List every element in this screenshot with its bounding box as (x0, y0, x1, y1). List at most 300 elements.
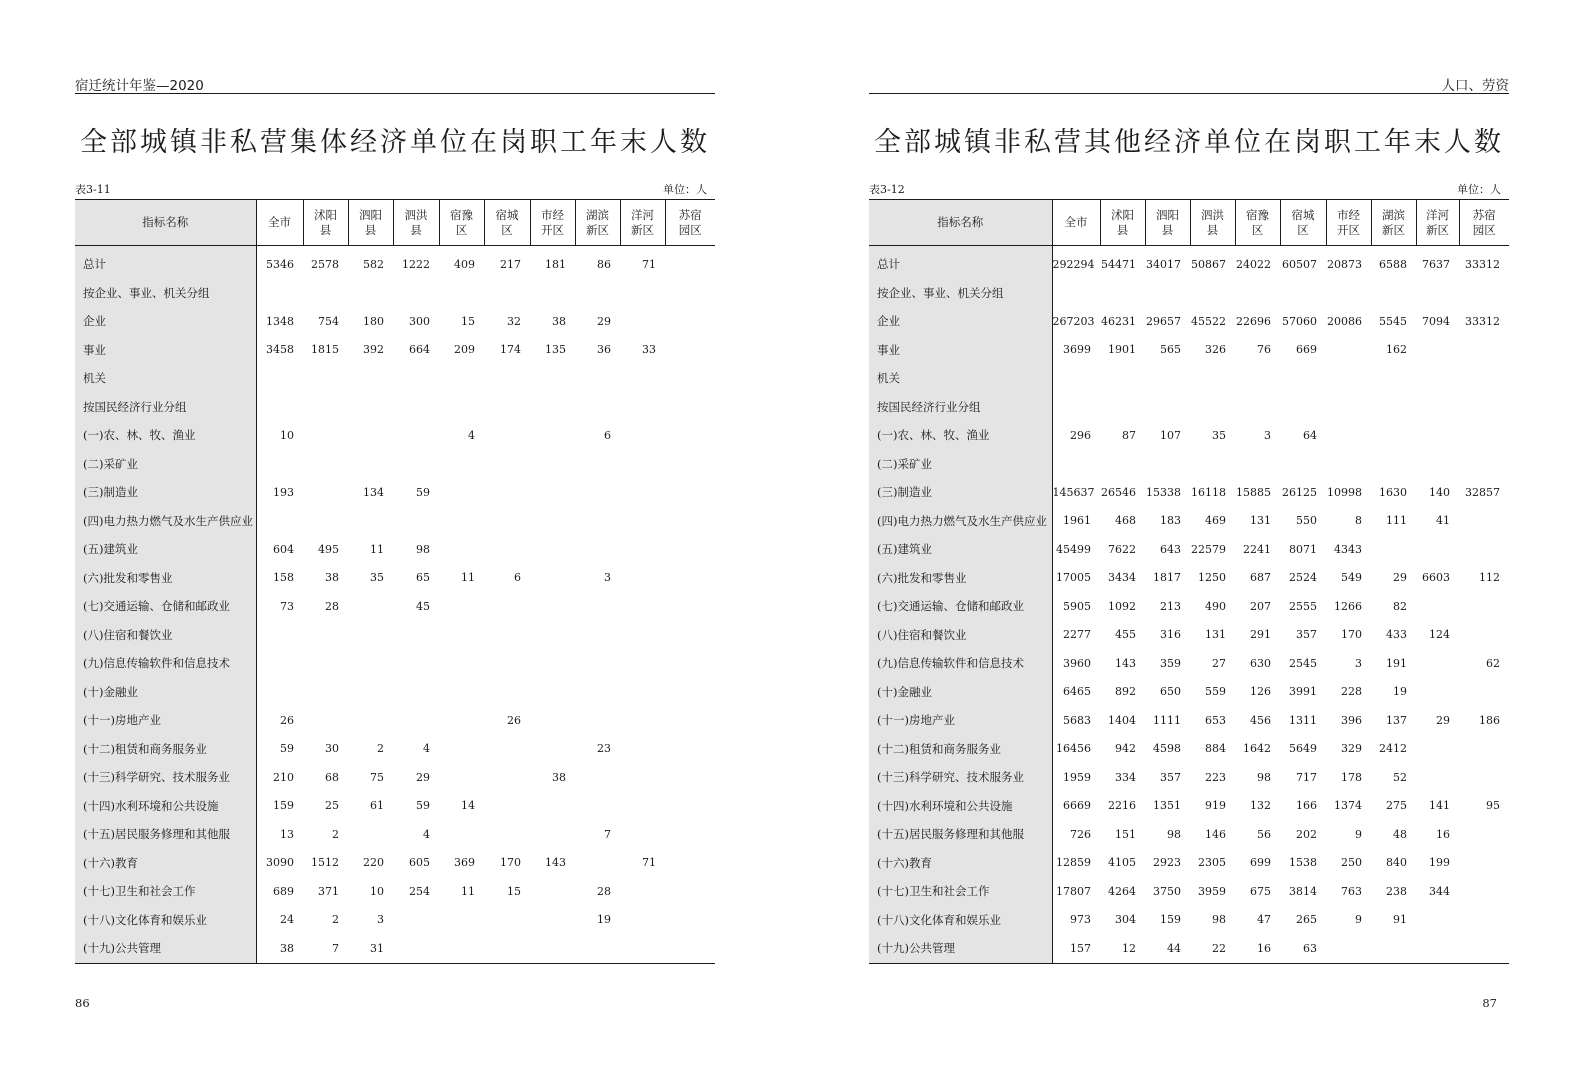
table-cell (484, 478, 530, 507)
table-cell: 296 (1070, 428, 1091, 442)
table-cell: 143 (545, 856, 566, 870)
table-cell: 1961 (1063, 514, 1091, 528)
table-cell (439, 934, 484, 963)
table-cell (620, 820, 665, 849)
table-cell: 4264 (1108, 884, 1136, 898)
table-cell (1326, 421, 1371, 450)
table-cell: 2545 (1289, 656, 1317, 670)
table-cell: 10 (280, 428, 294, 442)
table-cell (1459, 849, 1509, 878)
table-cell (484, 592, 530, 621)
table-cell (484, 279, 530, 308)
row-label: (十六)教育 (869, 849, 1052, 878)
table-cell (393, 934, 439, 963)
table-cell (530, 934, 575, 963)
table-cell (256, 678, 303, 707)
row-label: (九)信息传输软件和信息技术 (75, 649, 256, 678)
table-cell (393, 364, 439, 393)
table-cell: 48 (1393, 827, 1407, 841)
table-cell (620, 507, 665, 536)
table-cell: 549 (1341, 571, 1362, 585)
table-cell: 220 (363, 856, 384, 870)
table-cell: 34017 (1146, 257, 1181, 271)
header-column: 全市 (1052, 200, 1100, 246)
table-cell (348, 364, 393, 393)
table-row (75, 621, 715, 650)
table-cell: 550 (1296, 514, 1317, 528)
table-cell (1459, 820, 1509, 849)
row-label: (十八)文化体育和娱乐业 (869, 906, 1052, 935)
table-cell: 2 (332, 913, 339, 927)
table-row (75, 336, 715, 365)
table-row (75, 535, 715, 564)
table-cell (303, 478, 348, 507)
table-row (75, 393, 715, 422)
table-cell: 20086 (1327, 314, 1362, 328)
table-cell: 392 (363, 343, 384, 357)
table-cell: 357 (1296, 628, 1317, 642)
stat-table-right (869, 199, 1509, 964)
table-title-right: 全部城镇非私营其他经济单位在岗职工年末人数 (874, 127, 1504, 158)
table-cell (1326, 336, 1371, 365)
row-label: (十三)科学研究、技术服务业 (75, 763, 256, 792)
table-cell (1459, 678, 1509, 707)
table-cell: 91 (1393, 913, 1407, 927)
table-cell (1145, 279, 1190, 308)
table-cell: 71 (642, 257, 656, 271)
table-cell: 763 (1341, 884, 1362, 898)
table-cell: 7622 (1108, 542, 1136, 556)
table-cell (348, 507, 393, 536)
row-label: 机关 (869, 364, 1052, 393)
table-cell: 5346 (266, 257, 294, 271)
page-number-left: 86 (75, 996, 90, 1010)
table-cell: 2 (377, 742, 384, 756)
table-row (869, 592, 1509, 621)
table-cell: 19 (1393, 685, 1407, 699)
table-cell (439, 364, 484, 393)
table-row (869, 246, 1509, 279)
table-cell: 490 (1205, 599, 1226, 613)
table-cell: 329 (1341, 742, 1362, 756)
table-row (869, 792, 1509, 821)
table-cell: 699 (1250, 856, 1271, 870)
table-cell: 13 (280, 827, 294, 841)
table-cell (484, 421, 530, 450)
stat-table-left (75, 199, 715, 964)
table-cell: 54471 (1101, 257, 1136, 271)
table-cell: 30 (325, 742, 339, 756)
table-cell (665, 450, 715, 479)
table-cell: 5905 (1063, 599, 1091, 613)
table-cell: 19 (597, 913, 611, 927)
table-cell (1190, 393, 1235, 422)
table-cell (620, 279, 665, 308)
table-cell (1235, 279, 1280, 308)
table-cell: 630 (1250, 656, 1271, 670)
table-cell (575, 507, 620, 536)
table-cell: 24 (280, 913, 294, 927)
row-label: 企业 (869, 307, 1052, 336)
table-row (869, 336, 1509, 365)
table-cell: 3750 (1153, 884, 1181, 898)
running-head-right: 人口、劳资 (869, 74, 1509, 94)
row-label: (十五)居民服务修理和其他服 (869, 820, 1052, 849)
table-cell (1416, 364, 1459, 393)
table-cell: 754 (318, 314, 339, 328)
table-cell (303, 393, 348, 422)
table-cell (484, 621, 530, 650)
table-cell: 1404 (1108, 713, 1136, 727)
table-cell: 919 (1205, 799, 1226, 813)
table-cell: 59 (416, 799, 430, 813)
table-cell (665, 906, 715, 935)
table-unit-left: 单位：人 (663, 183, 707, 196)
table-cell (439, 906, 484, 935)
table-cell (1371, 934, 1416, 963)
table-cell: 47 (1257, 913, 1271, 927)
table-cell: 559 (1205, 685, 1226, 699)
table-cell: 300 (409, 314, 430, 328)
table-cell (348, 706, 393, 735)
table-cell (530, 393, 575, 422)
table-cell: 22696 (1236, 314, 1271, 328)
table-cell: 213 (1160, 599, 1181, 613)
table-cell: 11 (370, 542, 384, 556)
table-cell: 3458 (266, 343, 294, 357)
table-row (75, 678, 715, 707)
table-cell: 98 (1212, 913, 1226, 927)
table-row (869, 393, 1509, 422)
header-column: 湖滨 新区 (1371, 200, 1416, 246)
table-cell (303, 649, 348, 678)
table-cell (1371, 279, 1416, 308)
table-cell: 59 (416, 485, 430, 499)
table-cell (1280, 279, 1326, 308)
row-label: 机关 (75, 364, 256, 393)
table-cell: 29 (1393, 571, 1407, 585)
table-cell (575, 592, 620, 621)
table-cell (1145, 450, 1190, 479)
row-label: (十二)租赁和商务服务业 (869, 735, 1052, 764)
table-row (75, 934, 715, 963)
table-cell: 12859 (1056, 856, 1091, 870)
table-cell: 126 (1250, 685, 1271, 699)
table-cell: 10998 (1327, 485, 1362, 499)
table-cell (484, 450, 530, 479)
header-column: 泗洪 县 (393, 200, 439, 246)
table-cell (1235, 393, 1280, 422)
table-cell: 186 (1479, 713, 1500, 727)
table-cell: 1959 (1063, 770, 1091, 784)
table-cell: 170 (500, 856, 521, 870)
table-cell (256, 364, 303, 393)
table-cell: 32857 (1465, 485, 1500, 499)
table-cell (620, 450, 665, 479)
table-cell: 86 (597, 257, 611, 271)
table-cell: 11 (461, 884, 475, 898)
table-cell: 15338 (1146, 485, 1181, 499)
table-cell (665, 307, 715, 336)
table-cell (1100, 279, 1145, 308)
table-row (75, 246, 715, 279)
table-cell (1416, 535, 1459, 564)
table-cell: 371 (318, 884, 339, 898)
table-cell: 15 (461, 314, 475, 328)
table-cell (575, 706, 620, 735)
table-row (869, 678, 1509, 707)
table-cell: 210 (273, 770, 294, 784)
table-cell: 45 (416, 599, 430, 613)
table-cell: 7 (604, 827, 611, 841)
header-column: 苏宿 园区 (1459, 200, 1509, 246)
table-cell (620, 906, 665, 935)
header-indicator-name: 指标名称 (75, 200, 256, 246)
header-column: 宿城 区 (484, 200, 530, 246)
header-column: 市经 开区 (1326, 200, 1371, 246)
table-cell: 359 (1160, 656, 1181, 670)
table-cell: 131 (1205, 628, 1226, 642)
row-label: (八)住宿和餐饮业 (869, 621, 1052, 650)
table-cell (1280, 364, 1326, 393)
table-cell: 4 (423, 827, 430, 841)
table-cell: 238 (1386, 884, 1407, 898)
table-row (75, 421, 715, 450)
table-cell: 75 (370, 770, 384, 784)
table-cell: 1815 (311, 343, 339, 357)
table-cell: 76 (1257, 343, 1271, 357)
left-page (75, 0, 715, 1077)
table-cell: 687 (1250, 571, 1271, 585)
table-cell: 664 (409, 343, 430, 357)
table-cell (665, 792, 715, 821)
table-cell (1459, 336, 1509, 365)
table-cell: 29 (1436, 713, 1450, 727)
row-label: 事业 (869, 336, 1052, 365)
table-cell (665, 934, 715, 963)
table-cell (1052, 279, 1100, 308)
table-cell (303, 678, 348, 707)
table-cell: 170 (1341, 628, 1362, 642)
table-row (869, 507, 1509, 536)
table-cell: 3090 (266, 856, 294, 870)
table-cell: 265 (1296, 913, 1317, 927)
table-cell (1326, 279, 1371, 308)
table-cell: 1901 (1108, 343, 1136, 357)
table-cell: 1642 (1243, 742, 1271, 756)
table-cell: 7637 (1422, 257, 1450, 271)
table-cell (620, 706, 665, 735)
row-label: (四)电力热力燃气及水生产供应业 (75, 507, 256, 536)
table-cell: 973 (1070, 913, 1091, 927)
table-cell: 31 (348, 934, 393, 963)
table-row (869, 478, 1509, 507)
table-cell: 135 (545, 343, 566, 357)
table-cell (303, 706, 348, 735)
table-cell (439, 478, 484, 507)
table-cell: 59 (280, 742, 294, 756)
table-cell (303, 450, 348, 479)
table-cell: 942 (1115, 742, 1136, 756)
table-cell (1371, 535, 1416, 564)
table-cell (620, 877, 665, 906)
table-cell (439, 820, 484, 849)
table-row (869, 621, 1509, 650)
table-cell (1371, 421, 1416, 450)
table-row (869, 564, 1509, 593)
table-cell: 1817 (1153, 571, 1181, 585)
table-cell: 20873 (1327, 257, 1362, 271)
table-cell (530, 279, 575, 308)
table-cell: 29657 (1146, 314, 1181, 328)
table-cell: 191 (1386, 656, 1407, 670)
table-cell: 605 (409, 856, 430, 870)
table-cell: 5649 (1289, 742, 1317, 756)
table-cell (665, 877, 715, 906)
table-cell: 193 (273, 485, 294, 499)
table-cell: 199 (1429, 856, 1450, 870)
table-cell (393, 621, 439, 650)
table-cell: 2412 (1379, 742, 1407, 756)
table-cell (348, 621, 393, 650)
table-cell: 140 (1429, 485, 1450, 499)
table-cell (1326, 364, 1371, 393)
table-cell: 3959 (1198, 884, 1226, 898)
table-cell (530, 450, 575, 479)
table-cell: 183 (1160, 514, 1181, 528)
table-cell: 15 (507, 884, 521, 898)
table-cell: 180 (363, 314, 384, 328)
table-cell (1459, 535, 1509, 564)
table-cell: 87 (1122, 428, 1136, 442)
table-cell: 16456 (1056, 742, 1091, 756)
table-row (75, 649, 715, 678)
table-cell (620, 592, 665, 621)
table-cell (530, 507, 575, 536)
table-cell: 2524 (1289, 571, 1317, 585)
table-cell (1459, 393, 1509, 422)
table-cell (530, 877, 575, 906)
table-cell: 26125 (1282, 485, 1317, 499)
table-cell: 71 (642, 856, 656, 870)
row-label: (九)信息传输软件和信息技术 (869, 649, 1052, 678)
table-cell: 4105 (1108, 856, 1136, 870)
table-cell (530, 820, 575, 849)
table-cell (348, 592, 393, 621)
table-cell: 4 (423, 742, 430, 756)
table-cell (1416, 336, 1459, 365)
table-row (75, 877, 715, 906)
table-cell: 132 (1250, 799, 1271, 813)
running-head-left: 宿迁统计年鉴—2020 (75, 74, 715, 94)
table-cell: 1538 (1289, 856, 1317, 870)
table-cell: 2305 (1198, 856, 1226, 870)
table-unit-right: 单位：人 (1457, 183, 1501, 196)
table-cell (303, 364, 348, 393)
table-cell: 1630 (1379, 485, 1407, 499)
table-cell: 2216 (1108, 799, 1136, 813)
table-cell (439, 450, 484, 479)
table-row (869, 820, 1509, 849)
table-cell: 316 (1160, 628, 1181, 642)
header-column: 沭阳 县 (1100, 200, 1145, 246)
table-cell: 468 (1115, 514, 1136, 528)
table-cell (1326, 450, 1371, 479)
table-cell (484, 763, 530, 792)
table-cell: 157 (1052, 934, 1100, 963)
table-cell (439, 621, 484, 650)
table-cell: 36 (597, 343, 611, 357)
table-cell (665, 820, 715, 849)
table-cell (620, 678, 665, 707)
table-cell (256, 450, 303, 479)
row-label: (一)农、林、牧、渔业 (869, 421, 1052, 450)
table-row (869, 649, 1509, 678)
table-cell: 12 (1100, 934, 1145, 963)
table-meta-right (869, 181, 1509, 197)
table-cell (665, 246, 715, 279)
table-cell: 5545 (1379, 314, 1407, 328)
table-cell (530, 706, 575, 735)
table-cell: 304 (1115, 913, 1136, 927)
table-cell: 456 (1250, 713, 1271, 727)
table-cell: 495 (318, 542, 339, 556)
table-cell (665, 706, 715, 735)
table-cell: 675 (1250, 884, 1271, 898)
table-cell: 4 (468, 428, 475, 442)
table-cell (393, 678, 439, 707)
table-cell (665, 535, 715, 564)
table-cell: 134 (363, 485, 384, 499)
table-cell: 726 (1070, 827, 1091, 841)
table-cell: 582 (363, 257, 384, 271)
table-cell (1100, 364, 1145, 393)
row-label: (十七)卫生和社会工作 (75, 877, 256, 906)
table-cell: 1351 (1153, 799, 1181, 813)
table-cell: 840 (1386, 856, 1407, 870)
table-cell (530, 535, 575, 564)
table-cell (393, 906, 439, 935)
table-cell: 65 (416, 571, 430, 585)
table-cell: 63 (1280, 934, 1326, 963)
table-cell: 6588 (1379, 257, 1407, 271)
row-label: (十四)水利环境和公共设施 (869, 792, 1052, 821)
table-cell: 369 (454, 856, 475, 870)
table-cell: 145637 (1052, 485, 1095, 499)
table-row (869, 421, 1509, 450)
table-cell: 6603 (1422, 571, 1450, 585)
table-cell (665, 649, 715, 678)
table-cell (620, 763, 665, 792)
table-cell: 159 (1160, 913, 1181, 927)
table-row (75, 735, 715, 764)
table-cell (439, 279, 484, 308)
table-cell: 174 (500, 343, 521, 357)
table-cell: 61 (370, 799, 384, 813)
row-label: (一)农、林、牧、渔业 (75, 421, 256, 450)
table-cell (1235, 364, 1280, 393)
table-row (75, 279, 715, 308)
table-cell (665, 564, 715, 593)
table-cell: 884 (1205, 742, 1226, 756)
table-cell: 7094 (1422, 314, 1450, 328)
table-cell: 166 (1296, 799, 1317, 813)
table-cell (393, 279, 439, 308)
table-cell (1459, 735, 1509, 764)
table-row (75, 364, 715, 393)
row-label: (十三)科学研究、技术服务业 (869, 763, 1052, 792)
table-cell (1416, 906, 1459, 935)
